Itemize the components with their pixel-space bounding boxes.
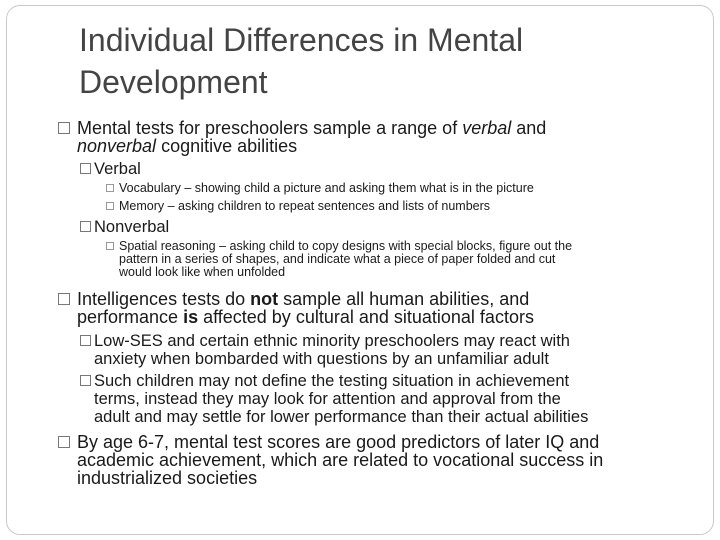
bold-is: is bbox=[183, 307, 199, 327]
subbullet-line: Low-SES and certain ethnic minority preschoolers may react with bbox=[94, 332, 570, 350]
emphasis-nonverbal: nonverbal bbox=[77, 136, 157, 156]
subbullet-testing-situation bbox=[80, 372, 588, 426]
bullet-box-icon bbox=[80, 335, 91, 346]
subbullet-low-ses bbox=[80, 332, 570, 368]
title-line-2: Development bbox=[79, 64, 268, 100]
bullet-box-icon bbox=[80, 163, 91, 174]
subsub-memory bbox=[106, 199, 490, 213]
subsub-line: pattern in a series of shapes, and indicate what a piece of paper folded and cut bbox=[119, 252, 556, 266]
bullet-box-icon bbox=[106, 184, 114, 192]
slide-title bbox=[79, 19, 679, 103]
bullet-text-part: affected by cultural and situational factors bbox=[198, 307, 534, 327]
bullet-box-icon bbox=[106, 242, 114, 250]
bullet-age-predictors bbox=[58, 433, 603, 487]
title-line-1: Individual Differences in Mental bbox=[79, 22, 524, 58]
subbullet-verbal bbox=[80, 160, 141, 178]
subbullet-text bbox=[94, 372, 588, 426]
bullet-mental-tests bbox=[58, 119, 546, 155]
bullet-line: industrialized societies bbox=[77, 468, 258, 488]
subsub-text: Vocabulary – showing child a picture and asking them what is in the picture bbox=[119, 181, 534, 195]
subbullet-line: adult and may settle for lower performance than their actual abilities bbox=[94, 408, 589, 426]
bullet-text-part: cognitive abilities bbox=[156, 136, 298, 156]
subbullet-line: anxiety when bombarded with questions by an unfamiliar adult bbox=[94, 350, 549, 368]
subsub-text bbox=[119, 239, 572, 279]
bullet-box-icon bbox=[80, 221, 91, 232]
bullet-text bbox=[77, 119, 546, 155]
bullet-box-icon bbox=[106, 202, 114, 210]
subsub-spatial bbox=[106, 239, 572, 279]
bold-not: not bbox=[250, 289, 279, 309]
bullet-text-part: Mental tests for preschoolers sample a range of bbox=[77, 118, 463, 138]
bullet-box-icon bbox=[80, 375, 91, 386]
emphasis-verbal: verbal bbox=[462, 118, 512, 138]
bullet-line: academic achievement, which are related to vocational success in bbox=[77, 450, 604, 470]
subbullet-line: terms, instead they may look for attention and approval from the bbox=[94, 390, 561, 408]
subsub-vocabulary bbox=[106, 181, 534, 195]
subsub-line: would look like when unfolded bbox=[119, 265, 286, 279]
bullet-box-icon bbox=[58, 436, 70, 448]
bullet-box-icon bbox=[58, 122, 70, 134]
subsub-line: Spatial reasoning – asking child to copy designs with special blocks, figure out the bbox=[119, 239, 573, 253]
bullet-text-part: performance bbox=[77, 307, 184, 327]
subbullet-line: Such children may not define the testing situation in achievement bbox=[94, 372, 570, 390]
subbullet-label: Nonverbal bbox=[94, 218, 170, 236]
subbullet-text bbox=[94, 332, 570, 368]
bullet-text-part: Intelligences tests do bbox=[77, 289, 251, 309]
bullet-text bbox=[77, 290, 534, 326]
bullet-intelligence-tests bbox=[58, 290, 534, 326]
subsub-text: Memory – asking children to repeat sentences and lists of numbers bbox=[119, 199, 491, 213]
subbullet-nonverbal bbox=[80, 218, 169, 236]
bullet-text-part: sample all human abilities, and bbox=[278, 289, 530, 309]
bullet-text-part: and bbox=[511, 118, 547, 138]
bullet-line: By age 6-7, mental test scores are good predictors of later IQ and bbox=[77, 432, 600, 452]
bullet-text bbox=[77, 433, 603, 487]
bullet-box-icon bbox=[58, 293, 70, 305]
subbullet-label: Verbal bbox=[94, 160, 141, 178]
